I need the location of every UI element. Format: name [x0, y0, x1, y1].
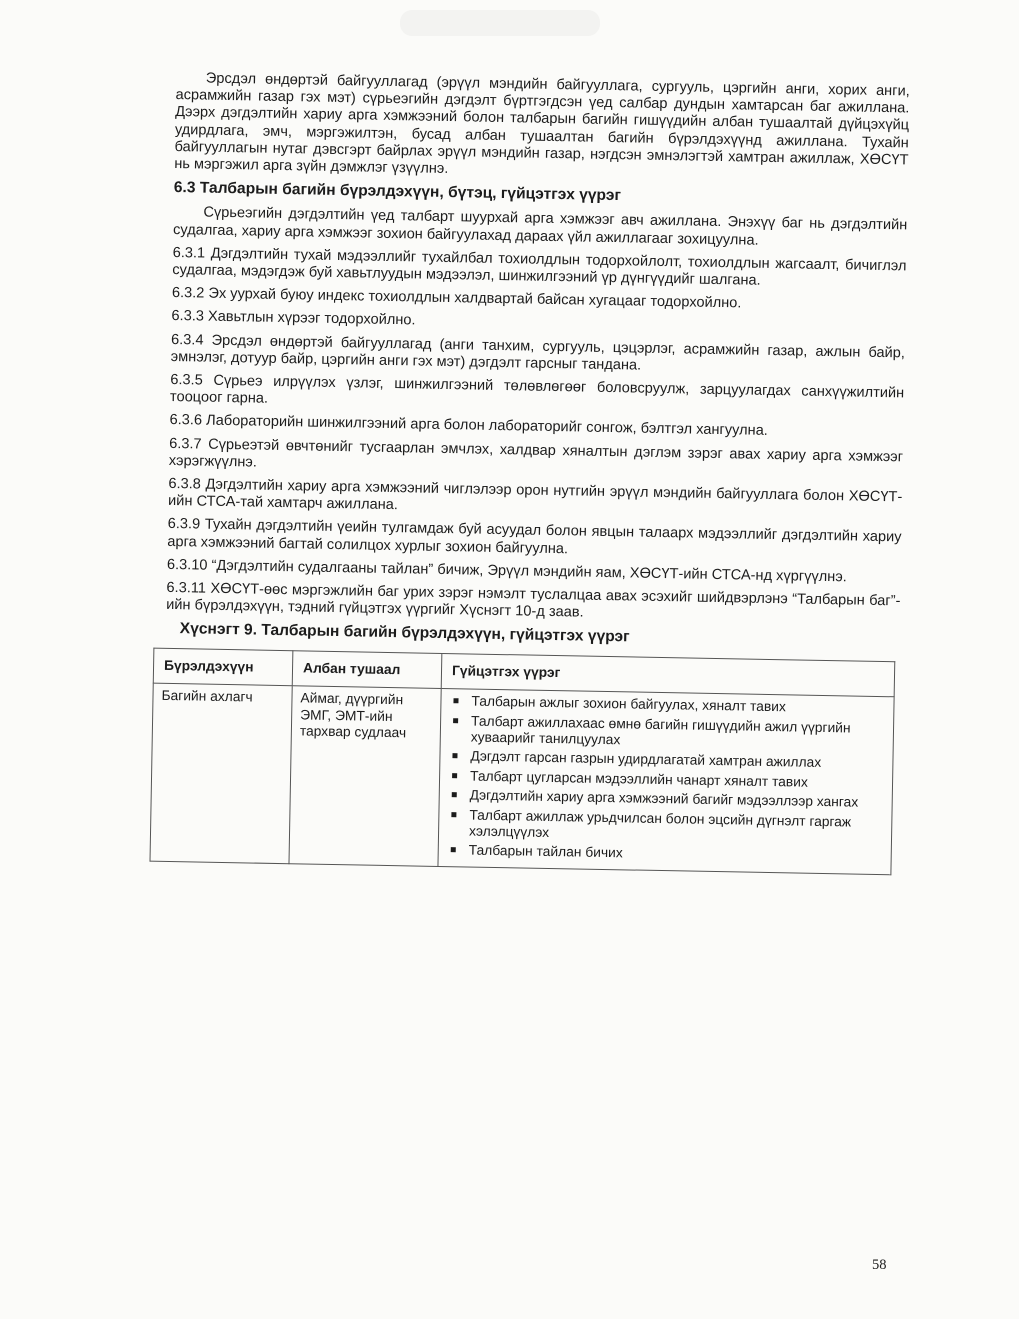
duties-list [447, 693, 886, 867]
list-item-6-3-8: 6.3.8 Дэгдэлтийн хариу арга хэмжээний чиглэлээр орон нутгийн эрүүл мэндийн байгууллага болон ХӨСҮТ-ийн СТСА-тай хамтарч ажиллана. [167, 475, 903, 514]
duty-item: Талбарын ажлыг зохион байгуулах, хяналт тавих [471, 694, 885, 718]
duty-item: Талбарын тайлан бичих [469, 843, 883, 867]
list-item-6-3-3: 6.3.3 Хавьтлын хүрээг тодорхойлно. [171, 308, 416, 329]
duty-item: Дэгдэлтийн хариу арга хэмжээний багийг мэдээллээр хангах [470, 788, 884, 812]
list-item-6-3-10: 6.3.10 “Дэгдэлтийн судалгааны тайлан” бичиж, Эрүүл мэндийн яам, ХӨСҮТ-ийн СТСА-нд хүргүүлнэ. [166, 556, 847, 586]
cell-position: Аймаг, дүүргийн ЭМГ, ЭМТ-ийн тархвар судлаач [289, 686, 441, 866]
cell-duties [438, 689, 894, 875]
cell-member: Багийн ахлагч [150, 683, 292, 863]
intro-paragraph: Эрсдэл өндөртэй байгууллагад (эрүүл мэндийн байгууллага, сургууль, цэргийн анги, хорих анги, асрамжийн газар гэх мэт) сүрьеэгийн дэгдэлт бүртгэгдсэн үед салбар дундын хамтарсан баг ажиллана. Дээрх дэгдэлтийн хариу арга хэмжээний болон талбарын багийн гишүүдийн албан тушаалтай дүйцэхүйц удирдлага, эмч, мэргэжилтэн, бусад албан тушаалтан багийн бүрэлдэхүүнд ажиллана. Тухайн байгууллагын нутаг дэвсгэрт байрлах эрүүл мэндийн газар, нэгдсэн эмнэлэгтэй хамтран ажиллаж, ХӨСҮТ нь мэргэжил арга зүйн дэмжлэг үзүүлнэ. [174, 70, 910, 178]
list-item-6-3-4: 6.3.4 Эрсдэл өндөртэй байгууллагад (анги танхим, сургууль, цэцэрлэг, асрамжийн газар, ажлын байр, эмнэлэг, дотуур байр, цэргийн анги гэх мэт) дэгдэлт гарсныг тандана. [170, 331, 906, 374]
section-heading: 6.3 Талбарын багийн бүрэлдэхүүн, бүтэц, гүйцэтгэх үүрэг [173, 179, 622, 205]
duty-item: Талбарт цугларсан мэдээллийн чанарт хяналт тавих [470, 768, 884, 792]
list-item-6-3-2: 6.3.2 Эх уурхай буюу индекс тохиолдлын халдвартай байсан хугацааг тодорхойлно. [171, 285, 742, 312]
table-row [150, 683, 894, 874]
list-item-6-3-5: 6.3.5 Сүрьеэ илрүүлэх үзлэг, шинжилгээний төлөвлөгөөг боловсруулж, зарцуулагдах санхүүжилтийн тооцоог гарна. [169, 371, 905, 407]
header-position: Албан тушаал [292, 650, 442, 688]
list-item-6-3-1: 6.3.1 Дэгдэлтийн тухай мэдээллийг тухайлбал тохиолдлын тодорхойлолт, тохиолдлын жагсаалт, бичиглэл судалгаа, мэдэгдэж буй хавьтлуудын мэдээлэл, шинжилгээний үр дүнгүүдийг шалгана. [172, 244, 907, 289]
duty-item: Дэгдэлт гарсан газрын удирдлагатай хамтран ажиллах [470, 749, 884, 773]
page-content [161, 70, 909, 875]
list-item-6-3-9: 6.3.9 Тухайн дэгдэлтийн үеийн тулгамдаж буй асуудал болон явцын талаарх мэдээллийг дэгдэлтийн хариу арга хэмжээний багтай солилцох хурлыг зохион байгуулна. [167, 516, 902, 557]
list-item-6-3-7: 6.3.7 Сүрьеэтэй өвчтөнийг тусгаарлан эмчлэх, халдвар хяналтын дэглэм зэрэг авах хариу арга хэмжээг хэрэгжүүлнэ. [168, 435, 904, 471]
header-duties: Гүйцэтгэх үүрэг [441, 653, 895, 697]
list-item-6-3-6: 6.3.6 Лабораторийн шинжилгээний арга болон лабораторийг сонгож, бэлтгэл хангуулна. [169, 412, 768, 440]
duty-item: Талбарт ажиллаж урьдчилсан болон эцсийн дүгнэлт гаргаж хэлэлцүүлэх [469, 807, 884, 847]
duty-item: Талбарт ажиллахаас өмнө багийн гишүүдийн ажил үүргийн хуваарийг танилцуулах [471, 713, 886, 753]
page-number: 58 [872, 1257, 887, 1273]
faded-header-mark [400, 10, 600, 36]
list-item-6-3-11: 6.3.11 ХӨСҮТ-өөс мэргэжлийн баг урих зэрэг нэмэлт туслалцаа авах эсэхийг шийдвэрлэнэ “Талбарын баг”-ийн бүрэлдэхүүн, тэдний гүйцэтгэх үүргийг Хүснэгт 10-д заав. [166, 579, 901, 621]
header-member: Бүрэлдэхүүн [153, 648, 293, 686]
table-caption: Хүснэгт 9. Талбарын багийн бүрэлдэхүүн, гүйцэтгэх үүрэг [179, 620, 630, 646]
team-roles-table [149, 647, 895, 875]
section-intro: Сүрьеэгийн дэгдэлтийн үед талбарт шуурхай арга хэмжээг авч ажиллана. Энэхүү баг нь дэгдэлтийн судалгаа, хариу арга хэмжээг зохион байгуулахад дараах үйл ажиллагааг зохицуулна. [172, 204, 908, 249]
